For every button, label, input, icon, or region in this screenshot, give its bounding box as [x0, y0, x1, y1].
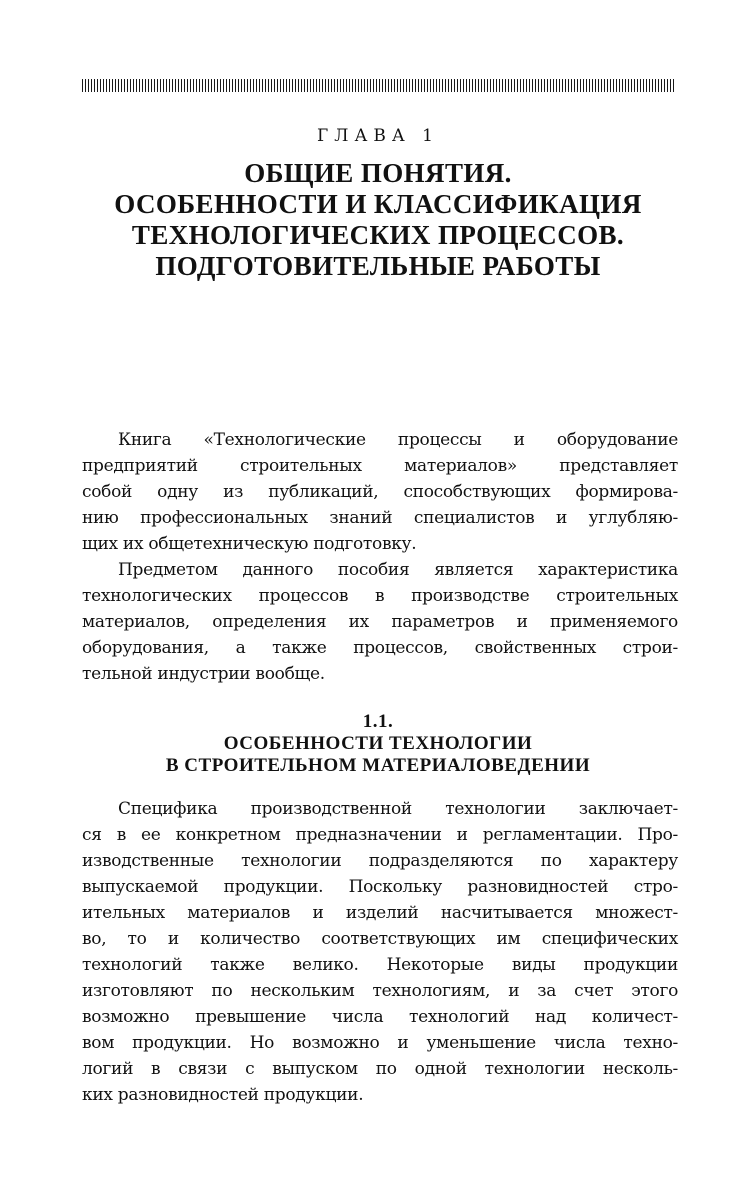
chapter-title — [60, 158, 696, 282]
paragraph-line: Предметом данного пособия является характеристика — [118, 560, 678, 580]
paragraph-line: предприятий строительных материалов» представляет — [82, 456, 678, 476]
decorative-top-rule — [82, 79, 674, 92]
paragraph-line: ких разновидностей продукции. — [82, 1085, 364, 1105]
paragraph-line: изготовляют по нескольким технологиям, и за счет этого — [82, 981, 678, 1001]
paragraph-line: возможно превышение числа технологий над количест- — [82, 1007, 678, 1027]
paragraph-line: выпускаемой продукции. Поскольку разновидностей стро- — [82, 877, 678, 897]
chapter-title-line: ОБЩИЕ ПОНЯТИЯ. — [244, 158, 512, 188]
chapter-label: ГЛАВА 1 — [317, 126, 439, 146]
paragraph-line: Специфика производственной технологии заключает- — [118, 799, 678, 819]
paragraph-line: оборудования, а также процессов, свойственных строи- — [82, 638, 678, 658]
paragraph-line: технологий также велико. Некоторые виды продукции — [82, 955, 678, 975]
paragraph-line: Книга «Технологические процессы и оборудование — [118, 430, 678, 450]
paragraph-line: ительных материалов и изделий насчитывается множест- — [82, 903, 678, 923]
intro-text — [82, 427, 678, 687]
paragraph-line: тельной индустрии вообще. — [82, 664, 325, 684]
paragraph-line: нию профессиональных знаний специалистов и углубляю- — [82, 508, 678, 528]
section-title-line: ОСОБЕННОСТИ ТЕХНОЛОГИИ — [223, 733, 533, 754]
paragraph-line: изводственные технологии подразделяются по характеру — [82, 851, 678, 871]
paragraph-line: технологических процессов в производстве строительных — [82, 586, 678, 606]
chapter-title-line: ОСОБЕННОСТИ И КЛАССИФИКАЦИЯ — [114, 189, 642, 219]
chapter-title-line: ПОДГОТОВИТЕЛЬНЫЕ РАБОТЫ — [155, 251, 601, 281]
section-text — [82, 796, 678, 1108]
paragraph-line: вом продукции. Но возможно и уменьшение числа техно- — [82, 1033, 678, 1053]
section-title-line: В СТРОИТЕЛЬНОМ МАТЕРИАЛОВЕДЕНИИ — [165, 755, 591, 776]
paragraph-line: материалов, определения их параметров и применяемого — [82, 612, 678, 632]
section-number: 1.1. — [362, 711, 394, 732]
paragraph-line: ся в ее конкретном предназначении и регламентации. Про- — [82, 825, 678, 845]
paragraph-line: щих их общетехническую подготовку. — [82, 534, 417, 554]
paragraph-line: во, то и количество соответствующих им специфических — [82, 929, 678, 949]
paragraph-line: логий в связи с выпуском по одной технологии несколь- — [82, 1059, 678, 1079]
chapter-title-line: ТЕХНОЛОГИЧЕСКИХ ПРОЦЕССОВ. — [131, 220, 625, 250]
section-heading — [60, 711, 696, 777]
paragraph-line: собой одну из публикаций, способствующих формирова- — [82, 482, 678, 502]
